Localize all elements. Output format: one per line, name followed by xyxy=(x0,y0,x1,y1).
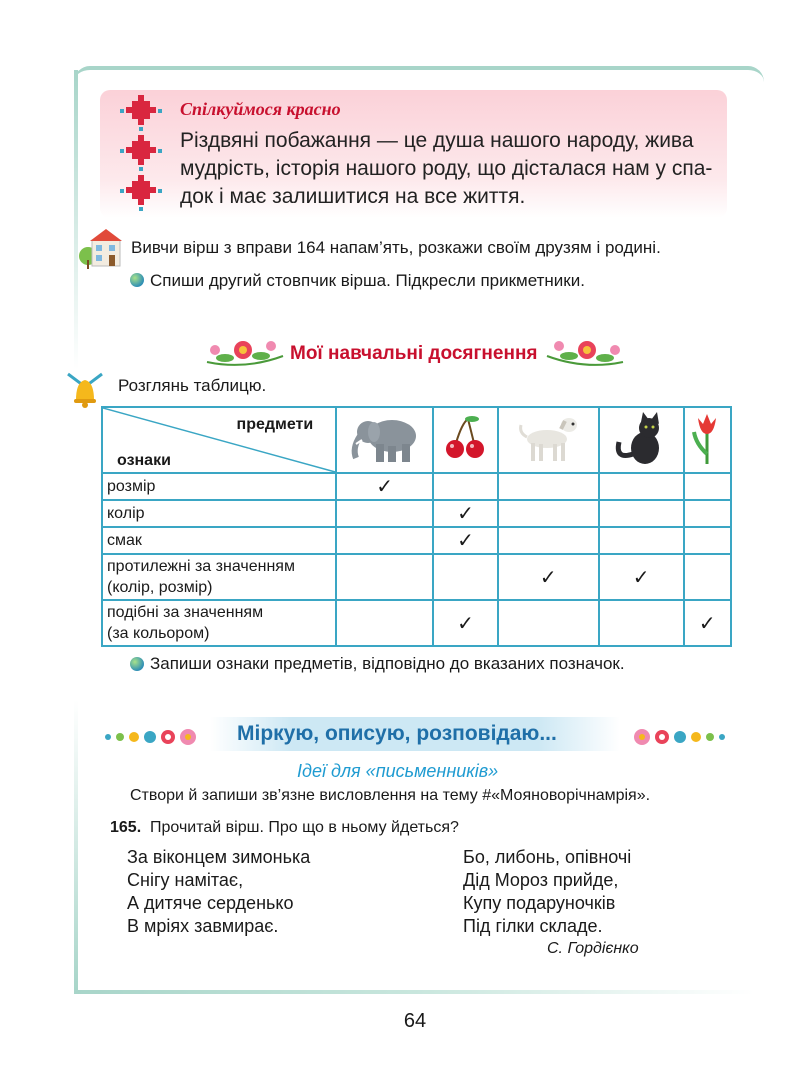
check-mark-icon: ✓ xyxy=(457,530,474,552)
poem-line: За віконцем зимонька xyxy=(127,847,311,867)
communicate-line: док і має залишитися на все життя. xyxy=(180,185,526,208)
table-row xyxy=(102,500,731,527)
check-cell-black-cat xyxy=(599,500,684,527)
page-frame-left xyxy=(74,70,78,370)
black-cat-icon xyxy=(611,410,671,466)
table-header-row xyxy=(102,407,731,473)
row-label-cell xyxy=(102,500,336,527)
achievements-title: Мої навчальні досягнення xyxy=(290,343,538,364)
exercise-text: Прочитай вірш. Про що в ньому йдеться? xyxy=(150,819,459,836)
check-cell-elephant xyxy=(336,600,433,646)
row-label: колір xyxy=(107,505,145,522)
check-mark-icon: ✓ xyxy=(632,566,650,589)
poem-line: В мріях завмирає. xyxy=(127,916,279,936)
cherries-icon xyxy=(442,413,488,463)
communicate-line: Різдвяні побажання — це душа нашого народу, жива xyxy=(180,129,694,152)
ideas-subtitle: Ідеї для «письменників» xyxy=(297,761,499,781)
check-cell-white-dog xyxy=(498,473,599,500)
create-task: Створи й запиши зв’язне висловлення на тему #«Мояноворічнамрія». xyxy=(130,787,651,804)
poem-right-column xyxy=(463,846,631,938)
bullet-icon xyxy=(130,273,144,287)
table-instruction: Розглянь таблицю. xyxy=(118,376,267,395)
page-frame-left-lower xyxy=(74,700,78,990)
header-corner-cell xyxy=(102,407,336,473)
exercise-number: 165. xyxy=(110,819,142,836)
row-label-cell xyxy=(102,600,336,646)
row-label-cell xyxy=(102,527,336,554)
poem-author: С. Гордієнко xyxy=(547,940,639,957)
check-mark-icon: ✓ xyxy=(457,612,474,635)
check-cell-tulip xyxy=(684,600,732,646)
check-cell-tulip xyxy=(684,473,732,500)
check-cell-elephant xyxy=(336,527,433,554)
poem-line: Купу подаруночків xyxy=(463,893,616,913)
communicate-text xyxy=(180,127,720,211)
poem-line: Бо, либонь, опівночі xyxy=(463,847,632,867)
white-dog-icon xyxy=(513,411,583,465)
check-cell-cherries xyxy=(433,500,498,527)
bullet-icon xyxy=(130,657,144,671)
check-mark-icon: ✓ xyxy=(698,612,716,635)
check-cell-cherries xyxy=(433,554,498,600)
row-label: подібні за значенням xyxy=(107,604,264,621)
check-mark-icon: ✓ xyxy=(539,566,557,589)
flower-ornament-left-icon xyxy=(205,336,285,370)
check-cell-tulip xyxy=(684,500,732,527)
check-cell-tulip xyxy=(684,554,732,600)
column-tulip xyxy=(684,407,732,473)
check-cell-cherries xyxy=(433,600,498,646)
check-cell-black-cat xyxy=(599,554,684,600)
table-row xyxy=(102,527,731,554)
row-label: смак xyxy=(107,532,142,549)
column-cherries xyxy=(433,407,498,473)
poem-line: Дід Мороз прийде, xyxy=(463,870,619,890)
homework-task-memorize: Вивчи вірш з вправи 164 напам’ять, розкажи своїм друзям і родині. xyxy=(131,238,661,257)
table-row xyxy=(102,473,731,500)
check-cell-black-cat xyxy=(599,527,684,554)
table-task: Запиши ознаки предметів, відповідно до вказаних позначок. xyxy=(150,654,625,673)
check-cell-tulip xyxy=(684,527,732,554)
flower-ornament-right-icon xyxy=(545,336,625,370)
check-cell-cherries xyxy=(433,527,498,554)
house-icon xyxy=(78,226,124,270)
row-label: протилежні за значенням xyxy=(107,558,295,575)
check-cell-white-dog xyxy=(498,600,599,646)
poem-line: А дитяче серденько xyxy=(127,893,294,913)
page-frame-top xyxy=(74,66,764,82)
embroidery-ornament-icon xyxy=(120,95,162,213)
poem-line: Під гілки складе. xyxy=(463,916,603,936)
header-items: предмети xyxy=(236,416,314,433)
check-cell-white-dog xyxy=(498,500,599,527)
page-frame-bottom xyxy=(74,990,754,994)
check-cell-elephant xyxy=(336,473,433,500)
column-cat xyxy=(599,407,684,473)
row-label-cell xyxy=(102,473,336,500)
homework-task-copy: Спиши другий стовпчик вірша. Підкресли прикметники. xyxy=(150,271,585,290)
table-row xyxy=(102,554,731,600)
communicate-title: Спілкуймося красно xyxy=(180,99,341,119)
check-cell-white-dog xyxy=(498,554,599,600)
check-cell-elephant xyxy=(336,500,433,527)
check-cell-black-cat xyxy=(599,600,684,646)
communicate-line: мудрість, історія нашого роду, що дісталася нам у спа- xyxy=(180,157,713,180)
page-number: 64 xyxy=(403,1010,427,1032)
column-elephant xyxy=(336,407,433,473)
check-mark-icon: ✓ xyxy=(376,476,394,498)
check-cell-cherries xyxy=(433,473,498,500)
row-label-cell xyxy=(102,554,336,600)
row-label-detail: (колір, розмір) xyxy=(107,579,213,596)
elephant-icon xyxy=(346,410,424,466)
check-cell-white-dog xyxy=(498,527,599,554)
check-mark-icon: ✓ xyxy=(457,503,474,525)
bell-icon xyxy=(62,364,108,408)
row-label-detail: (за кольором) xyxy=(107,625,210,642)
table-row xyxy=(102,600,731,646)
dots-ornament-left-icon xyxy=(104,728,208,746)
tulip-icon xyxy=(690,410,724,466)
table-body xyxy=(102,473,731,646)
features-table xyxy=(101,406,732,647)
dots-ornament-right-icon xyxy=(624,728,728,746)
column-dog xyxy=(498,407,599,473)
row-label: розмір xyxy=(107,478,156,495)
poem-line: Снігу намітає, xyxy=(127,870,244,890)
poem-left-column xyxy=(127,846,310,938)
check-cell-elephant xyxy=(336,554,433,600)
check-cell-black-cat xyxy=(599,473,684,500)
section-title: Міркую, описую, розповідаю... xyxy=(237,722,557,745)
header-features: ознаки xyxy=(117,452,171,469)
